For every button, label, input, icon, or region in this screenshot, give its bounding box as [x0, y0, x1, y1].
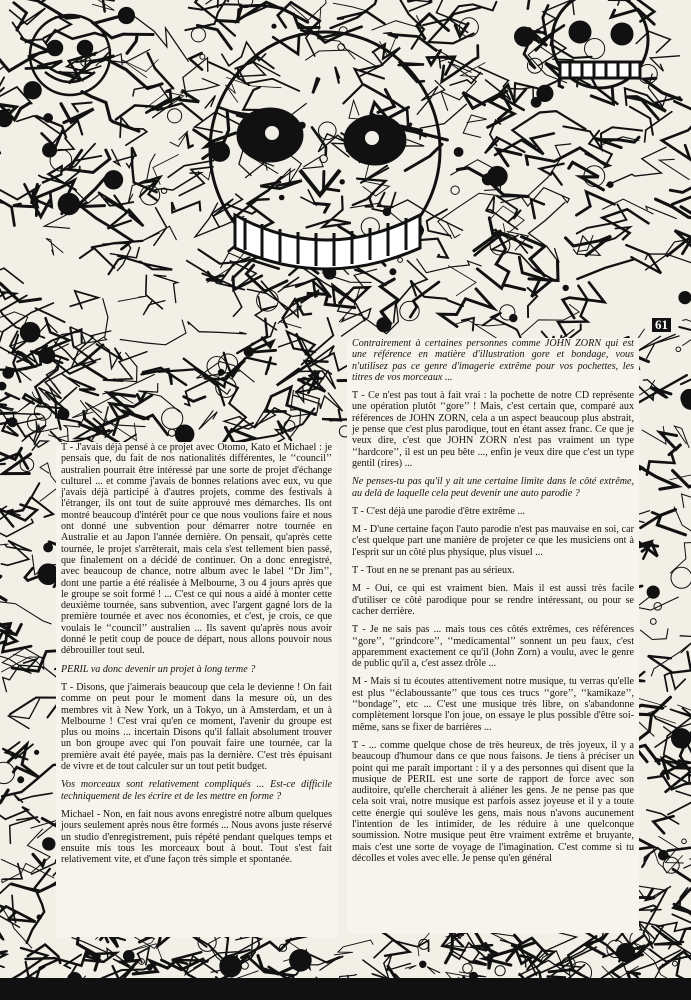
interview-answer: T - Ce n'est pas tout à fait vrai : la pochette de notre CD représente une opération plutôt ‘‘gore’’ ! Mais, c'est certain que, comparé aux références de JOHN ZORN, cela a un aspect beaucoup plus abstrait, je pense que c'est plus parodique, tout en étant assez franc. Ce que je veux dire, c'est que JOHN ZORN n'est pas vraiment un type ‘‘hardcore’’, il est un peu bête ..., enfin je veux dire que c'est un type gentil (rires) ... — [352, 390, 634, 469]
interview-answer: T - C'est déjà une parodie d'être extrême ... — [352, 505, 526, 517]
interview-question: Ne penses-tu pas qu'il y ait une certaine limite dans le côté extrême, au delà de laquelle cela peut devenir une auto parodie ? — [352, 476, 634, 499]
interview-answer: Michael - Non, en fait nous avons enregistré notre album quelques jours seulement après nous être formés ... Nous avons juste réservé un studio d'enregistrement, puis répété pendant quelques temps et ensuite mis tous les morceaux bout à bout. Tout s'est fait relativement vite, et d'une façon très simple et spontanée. — [61, 808, 332, 866]
interview-answer: M - Mais si tu écoutes attentivement notre musique, tu verras qu'elle est plus ‘‘éclaboussante’’ que tous ces trucs ‘‘gore’’, ‘‘kamikaze’’, ‘‘bondage’’, etc ... C'est une musique très libre, on s'abandonne complètement lorsque l'on joue, on essaye le plus possible d'être soi-même, sans se fixer de barrières ... — [352, 676, 634, 733]
interview-answer: T - ... comme quelque chose de très heureux, de très joyeux, il y a beaucoup d'humour dans ce que nous faisons. Je tiens à préciser un point qui me paraît important : il y a des personnes qui disent que la musique de PERIL est une sorte de rapport de force avec son auditoire, qu'elle chercherait à aliéner les gens. Je ne pense pas que cela soit vrai, notre musique est parfois assez joyeuse et il y a toute cette énergie qui soulève les gens, mais nous n'avons aucunement l'intention de les intimider, de les réduire à une quelconque soumission. Notre musique peut être vraiment extrême et bruyante, mais c'est une sorte de voyage de l'imagination. C'est comme si tu décolles et voles avec elle. Je pense qu'en général — [352, 739, 634, 864]
interview-answer: T - Disons, que j'aimerais beaucoup que cela le devienne ! On fait comme on peut pour le moment dans la mesure où, un des membres vit à New York, un à Tokyo, un à Amsterdam, et un à Melbourne ! C'est vrai qu'en ce moment, l'avenir du groupe est plus ou moins ... incertain Disons qu'il fallait absolument trouver un bon groupe avec qui l'on pouvait faire une tournée, car la première avait été payée, mais pas la dernière. C'est très épuisant de vivre et de tout calculer sur un tout petit budget. — [61, 681, 332, 773]
interview-question: Contrairement à certaines personnes comme JOHN ZORN qui est une référence en matière d'illustration gore et bondage, vous n'utilisez pas ce genre d'imagerie extrême pour vos pochettes, les titres de vos morceaux ... — [352, 338, 634, 383]
interview-question: Vos morceaux sont relativement compliqués ... Est-ce difficile techniquement de les écrire et de les mettre en forme ? — [61, 779, 332, 802]
interview-answer: T - Je ne sais pas ... mais tous ces côtés extrêmes, ces références ‘‘gore’’, ‘‘grindcore’’, ‘‘medicamental’’ sonnent un peu faux, c'est apparemment exactement ce qu'il (John Zorn) a voulu, avec le genre de public qu'il a, c'est assez drôle ... — [352, 624, 634, 670]
interview-answer: T - J'avais déjà pensé à ce projet avec Otomo, Kato et Michael : je pensais que, du fait de nos nationalités différentes, le ‘‘council’’ australien pourrait être intéressé par une sorte de projet d'échange culturel ... et comme j'avais de bonnes relations avec eux, vu que j'avais déjà participé à d'autres projets, comme des festivals à l'étranger, ils ont tout de suite approuvé mes démarches. Ils ont montré beaucoup d'intérêt pour ce que nous voulions faire et nous ont donné une subvention pour démarrer notre tournée en Australie et au Japon l'année dernière. On pensait, qu'après cette tournée, le projet s'arrêterait, mais cela s'est tellement bien passé, que finalement on a décidé de continuer. On a donc enregistré, avec beaucoup de chance, notre album avec le label ‘‘Dr Jim’’, dont une partie a été réalisée à Melbourne, 3 ou 4 jours après que le groupe se soit formé ! ... C'est ce qui nous a aidé à monter cette deuxième tournée, sans subvention, avec l'argent gagné lors de la première tournée et avec nos économies, et c'est, je crois, ce que voulais le ‘‘council’’ australien ... Ils savent qu'après nous avoir donné le petit coup de pouce de départ, nous allons pouvoir nous débrouiller tout seul. — [61, 442, 332, 657]
interview-answer: M - D'une certaine façon l'auto parodie n'est pas mauvaise en soi, car c'est quelque part une manière de projeter ce que les musiciens ont à l'esprit sur un côté plus physique, plus visuel ... — [352, 524, 634, 558]
interview-question: PERIL va donc devenir un projet à long terme ? — [61, 663, 256, 675]
page-number: 61 — [652, 318, 671, 332]
interview-answer: M - Oui, ce qui est vraiment bien. Mais il est aussi très facile d'utiliser ce côté parodique pour se rendre intéressant, ou pour se cacher derrière. — [352, 583, 634, 617]
interview-answer: T - Tout en ne se prenant pas au sérieux. — [352, 565, 515, 577]
left-text-column — [56, 442, 337, 937]
right-text-column — [347, 338, 639, 933]
